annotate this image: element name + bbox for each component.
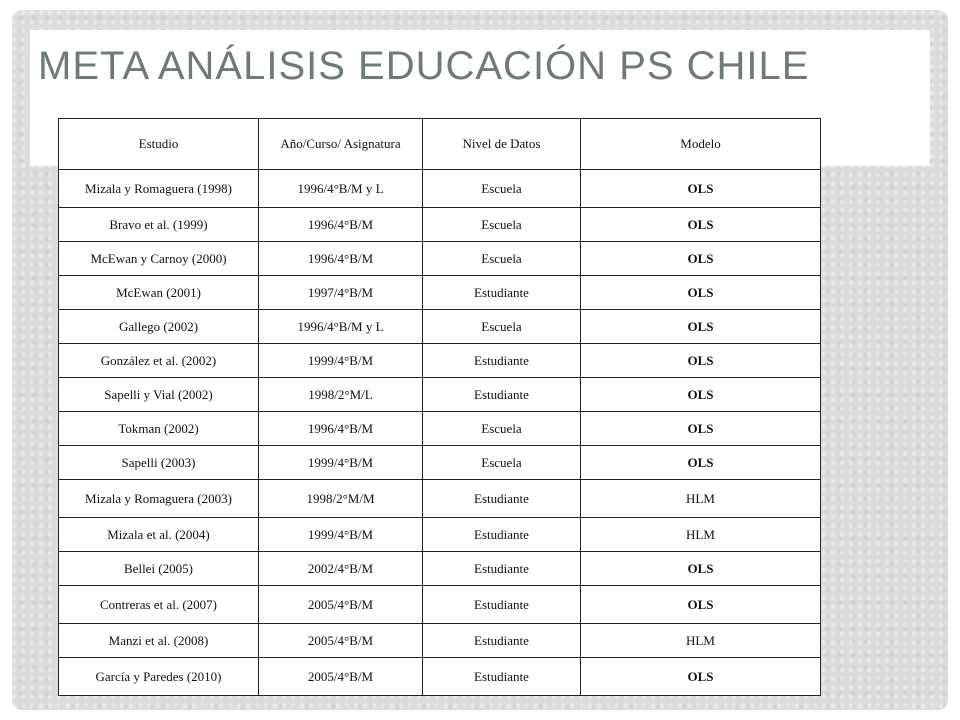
cell-model: OLS (581, 586, 821, 624)
cell-year-course: 1999/4°B/M (259, 344, 423, 378)
cell-data-level: Estudiante (423, 276, 581, 310)
cell-study: Mizala y Romaguera (2003) (59, 480, 259, 518)
table-row (59, 276, 821, 310)
cell-year-course: 1996/4°B/M y L (259, 170, 423, 208)
cell-data-level: Escuela (423, 412, 581, 446)
cell-year-course: 2005/4°B/M (259, 658, 423, 696)
header-year-course: Año/Curso/ Asignatura (259, 119, 423, 170)
cell-year-course: 1996/4°B/M (259, 412, 423, 446)
table-header-row (59, 119, 821, 170)
cell-year-course: 1998/2°M/L (259, 378, 423, 412)
header-model: Modelo (581, 119, 821, 170)
meta-analysis-table-container (58, 118, 820, 696)
cell-study: Manzi et al. (2008) (59, 624, 259, 658)
cell-model: OLS (581, 276, 821, 310)
table-row (59, 242, 821, 276)
cell-data-level: Escuela (423, 242, 581, 276)
cell-year-course: 2005/4°B/M (259, 586, 423, 624)
cell-model: OLS (581, 446, 821, 480)
cell-study: Mizala y Romaguera (1998) (59, 170, 259, 208)
table-row (59, 552, 821, 586)
cell-data-level: Escuela (423, 208, 581, 242)
cell-study: Gallego (2002) (59, 310, 259, 344)
cell-year-course: 1999/4°B/M (259, 446, 423, 480)
cell-study: McEwan y Carnoy (2000) (59, 242, 259, 276)
header-study: Estudio (59, 119, 259, 170)
table-row (59, 658, 821, 696)
cell-study: Contreras et al. (2007) (59, 586, 259, 624)
cell-year-course: 2005/4°B/M (259, 624, 423, 658)
slide-title: META ANÁLISIS EDUCACIÓN PS CHILE (38, 44, 810, 88)
cell-year-course: 1996/4°B/M (259, 242, 423, 276)
cell-data-level: Escuela (423, 446, 581, 480)
cell-data-level: Escuela (423, 170, 581, 208)
cell-study: Bravo et al. (1999) (59, 208, 259, 242)
cell-model: OLS (581, 344, 821, 378)
cell-model: OLS (581, 378, 821, 412)
cell-year-course: 1997/4°B/M (259, 276, 423, 310)
cell-study: Sapelli y Vial (2002) (59, 378, 259, 412)
cell-year-course: 1996/4°B/M y L (259, 310, 423, 344)
cell-model: OLS (581, 552, 821, 586)
cell-data-level: Estudiante (423, 624, 581, 658)
cell-data-level: Estudiante (423, 378, 581, 412)
table-row (59, 378, 821, 412)
cell-study: McEwan (2001) (59, 276, 259, 310)
cell-study: González et al. (2002) (59, 344, 259, 378)
cell-study: Bellei (2005) (59, 552, 259, 586)
table-row (59, 412, 821, 446)
table-row (59, 344, 821, 378)
cell-year-course: 1999/4°B/M (259, 518, 423, 552)
cell-model: OLS (581, 412, 821, 446)
cell-data-level: Escuela (423, 310, 581, 344)
cell-study: Sapelli (2003) (59, 446, 259, 480)
table-row (59, 624, 821, 658)
table-body (59, 170, 821, 696)
table-row (59, 518, 821, 552)
table-row (59, 310, 821, 344)
cell-data-level: Estudiante (423, 480, 581, 518)
cell-model: HLM (581, 624, 821, 658)
table-row (59, 586, 821, 624)
table-row (59, 170, 821, 208)
table-row (59, 208, 821, 242)
cell-model: HLM (581, 480, 821, 518)
cell-model: OLS (581, 242, 821, 276)
cell-model: OLS (581, 170, 821, 208)
cell-model: HLM (581, 518, 821, 552)
cell-data-level: Estudiante (423, 344, 581, 378)
cell-year-course: 1996/4°B/M (259, 208, 423, 242)
table-row (59, 480, 821, 518)
cell-data-level: Estudiante (423, 552, 581, 586)
cell-study: Tokman (2002) (59, 412, 259, 446)
cell-model: OLS (581, 310, 821, 344)
cell-data-level: Estudiante (423, 518, 581, 552)
cell-year-course: 2002/4°B/M (259, 552, 423, 586)
cell-data-level: Estudiante (423, 586, 581, 624)
cell-year-course: 1998/2°M/M (259, 480, 423, 518)
header-data-level: Nivel de Datos (423, 119, 581, 170)
cell-model: OLS (581, 208, 821, 242)
meta-analysis-table (58, 118, 821, 696)
table-row (59, 446, 821, 480)
cell-study: García y Paredes (2010) (59, 658, 259, 696)
cell-model: OLS (581, 658, 821, 696)
cell-data-level: Estudiante (423, 658, 581, 696)
cell-study: Mizala et al. (2004) (59, 518, 259, 552)
